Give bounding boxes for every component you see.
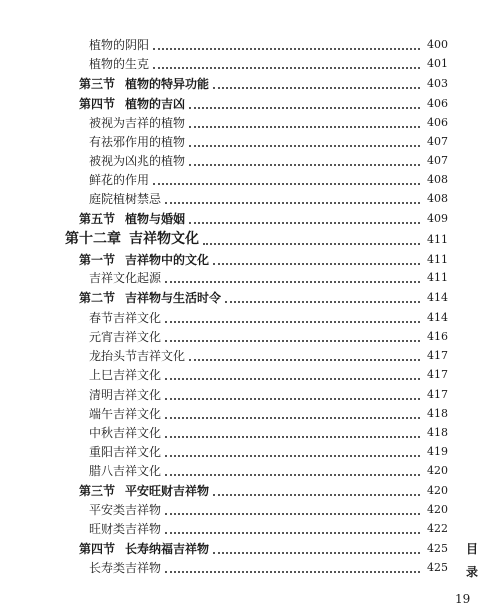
toc-title [89, 503, 161, 517]
toc-title [89, 192, 161, 206]
toc-title-text: 春节吉祥文化 [89, 311, 162, 325]
toc-page-number: 418 [427, 407, 448, 420]
toc-entry-row [89, 362, 448, 382]
toc-number: 第三节 [79, 484, 116, 498]
toc-page-number: 420 [427, 484, 448, 497]
toc-title [89, 154, 185, 168]
toc-title-text: 植物的生克 [89, 57, 150, 71]
dot-leader [189, 137, 420, 147]
toc-page-number: 408 [427, 192, 448, 205]
toc-number: 第五节 [79, 212, 116, 226]
toc-title [65, 231, 199, 247]
toc-title [89, 464, 161, 478]
toc-entry-row [89, 555, 448, 575]
dot-leader [165, 273, 420, 283]
toc-title-text: 吉祥物与生活时令 [125, 291, 222, 305]
side-label-char-2: 录 [466, 565, 479, 579]
toc-title [79, 77, 209, 91]
toc-title [89, 388, 161, 402]
dot-leader [165, 313, 420, 323]
toc-entry-row [89, 516, 448, 536]
toc-section-row [79, 536, 448, 556]
toc-chapter-row [65, 227, 448, 247]
toc-entry-row [89, 458, 448, 478]
toc-title-text: 被视为凶兆的植物 [89, 154, 186, 168]
toc-entry-row [89, 265, 448, 285]
dot-leader [189, 351, 420, 361]
toc-title [89, 38, 149, 52]
toc-page-number: 417 [427, 368, 448, 381]
toc-title-text: 龙抬头节吉祥文化 [89, 349, 186, 363]
toc-number: 第四节 [79, 542, 116, 556]
toc-title-text: 吉祥文化起源 [89, 271, 162, 285]
toc-title [89, 116, 185, 130]
toc-title-text: 吉祥物中的文化 [125, 253, 210, 267]
toc-section-row [79, 91, 448, 111]
dot-leader [165, 563, 420, 573]
dot-leader [165, 524, 420, 534]
toc-number: 第四节 [79, 97, 116, 111]
toc-page-number: 414 [427, 291, 448, 304]
toc-title [79, 212, 185, 226]
toc-entry-row [89, 382, 448, 402]
toc-title [79, 97, 185, 111]
toc-page-number: 411 [427, 233, 448, 246]
toc-number: 第十二章 [65, 231, 121, 247]
toc-title-text: 被视为吉祥的植物 [89, 116, 186, 130]
toc-title-text: 腊八吉祥文化 [89, 464, 162, 478]
dot-leader [165, 428, 420, 438]
dot-leader [189, 214, 420, 224]
toc-title [89, 330, 161, 344]
dot-leader [213, 544, 420, 554]
toc-entry-row [89, 129, 448, 149]
toc-page-number: 419 [427, 445, 448, 458]
toc-page-number: 400 [427, 38, 448, 51]
toc-title-text: 植物与婚姻 [125, 212, 186, 226]
toc-title [89, 57, 149, 71]
toc-entry-row [89, 343, 448, 363]
toc-page-number: 406 [427, 97, 448, 110]
toc-page-number: 407 [427, 154, 448, 167]
toc-page-number: 420 [427, 503, 448, 516]
toc-page-number: 416 [427, 330, 448, 343]
toc-title [89, 522, 161, 536]
toc-page-number: 425 [427, 561, 448, 574]
toc-title [89, 135, 185, 149]
toc-entry-row [89, 186, 448, 206]
dot-leader [153, 59, 420, 69]
toc-title-text: 鲜花的作用 [89, 173, 150, 187]
toc-title-text: 庭院植树禁忌 [89, 192, 162, 206]
toc-page-number: 409 [427, 212, 448, 225]
dot-leader [165, 332, 420, 342]
toc-page-number: 408 [427, 173, 448, 186]
toc-page-number: 425 [427, 542, 448, 555]
toc-entry-row [89, 305, 448, 325]
toc-title-text: 植物的特异功能 [125, 77, 210, 91]
toc-title [89, 407, 161, 421]
toc-title-text: 长寿纳福吉祥物 [125, 542, 210, 556]
toc-title [79, 291, 221, 305]
toc-section-row [79, 206, 448, 226]
toc-title-text: 有祛邪作用的植物 [89, 135, 186, 149]
toc-title-text: 吉祥物文化 [129, 231, 199, 247]
dot-leader [203, 235, 420, 245]
toc-page-number: 422 [427, 522, 448, 535]
dot-leader [165, 194, 420, 204]
toc-entry-row [89, 32, 448, 52]
toc-title [89, 561, 161, 575]
toc-entry-row [89, 401, 448, 421]
toc-title [89, 349, 185, 363]
dot-leader [165, 370, 420, 380]
toc-page-number: 417 [427, 388, 448, 401]
dot-leader [213, 486, 420, 496]
toc-section-row [79, 478, 448, 498]
toc-title [89, 445, 161, 459]
toc-page-number: 403 [427, 77, 448, 90]
toc-number: 第一节 [79, 253, 116, 267]
toc-entry-row [89, 497, 448, 517]
dot-leader [189, 156, 420, 166]
toc-title-text: 重阳吉祥文化 [89, 445, 162, 459]
dot-leader [225, 293, 420, 303]
toc-title [89, 426, 161, 440]
toc-title [79, 542, 209, 556]
toc-title-text: 上巳吉祥文化 [89, 368, 162, 382]
toc-title-text: 植物的阴阳 [89, 38, 150, 52]
page-number: 19 [455, 592, 471, 606]
toc-page-number: 417 [427, 349, 448, 362]
toc-page-number: 407 [427, 135, 448, 148]
toc-entry-row [89, 324, 448, 344]
toc-page-number: 414 [427, 311, 448, 324]
toc-title-text: 旺财类吉祥物 [89, 522, 162, 536]
toc-page-number: 401 [427, 57, 448, 70]
toc-title [89, 368, 161, 382]
toc-title [89, 271, 161, 285]
toc-page-number: 420 [427, 464, 448, 477]
dot-leader [153, 175, 420, 185]
toc-title-text: 平安类吉祥物 [89, 503, 162, 517]
dot-leader [165, 409, 420, 419]
toc-title [89, 311, 161, 325]
toc-page-number: 411 [427, 271, 448, 284]
toc-page-number: 418 [427, 426, 448, 439]
toc-title-text: 平安旺财吉祥物 [125, 484, 210, 498]
toc-number: 第三节 [79, 77, 116, 91]
dot-leader [165, 505, 420, 515]
toc-title-text: 端午吉祥文化 [89, 407, 162, 421]
dot-leader [153, 40, 420, 50]
dot-leader [189, 118, 420, 128]
toc-section-row [79, 71, 448, 91]
toc-section-row [79, 285, 448, 305]
toc-entry-row [89, 420, 448, 440]
dot-leader [189, 99, 420, 109]
toc-title [79, 484, 209, 498]
toc-entry-row [89, 148, 448, 168]
toc-title-text: 中秋吉祥文化 [89, 426, 162, 440]
dot-leader [213, 79, 420, 89]
toc-entry-row [89, 167, 448, 187]
dot-leader [165, 466, 420, 476]
dot-leader [213, 255, 420, 265]
side-label-char-1: 目 [466, 542, 479, 556]
toc-title-text: 清明吉祥文化 [89, 388, 162, 402]
toc-entry-row [89, 110, 448, 130]
toc-page-number: 411 [427, 253, 448, 266]
toc-entry-row [89, 51, 448, 71]
toc-page-number: 406 [427, 116, 448, 129]
toc-title-text: 长寿类吉祥物 [89, 561, 162, 575]
toc-title [89, 173, 149, 187]
toc-title-text: 元宵吉祥文化 [89, 330, 162, 344]
toc-title-text: 植物的吉凶 [125, 97, 186, 111]
toc-entry-row [89, 439, 448, 459]
toc-section-row [79, 247, 448, 267]
toc-number: 第二节 [79, 291, 116, 305]
dot-leader [165, 447, 420, 457]
dot-leader [165, 390, 420, 400]
